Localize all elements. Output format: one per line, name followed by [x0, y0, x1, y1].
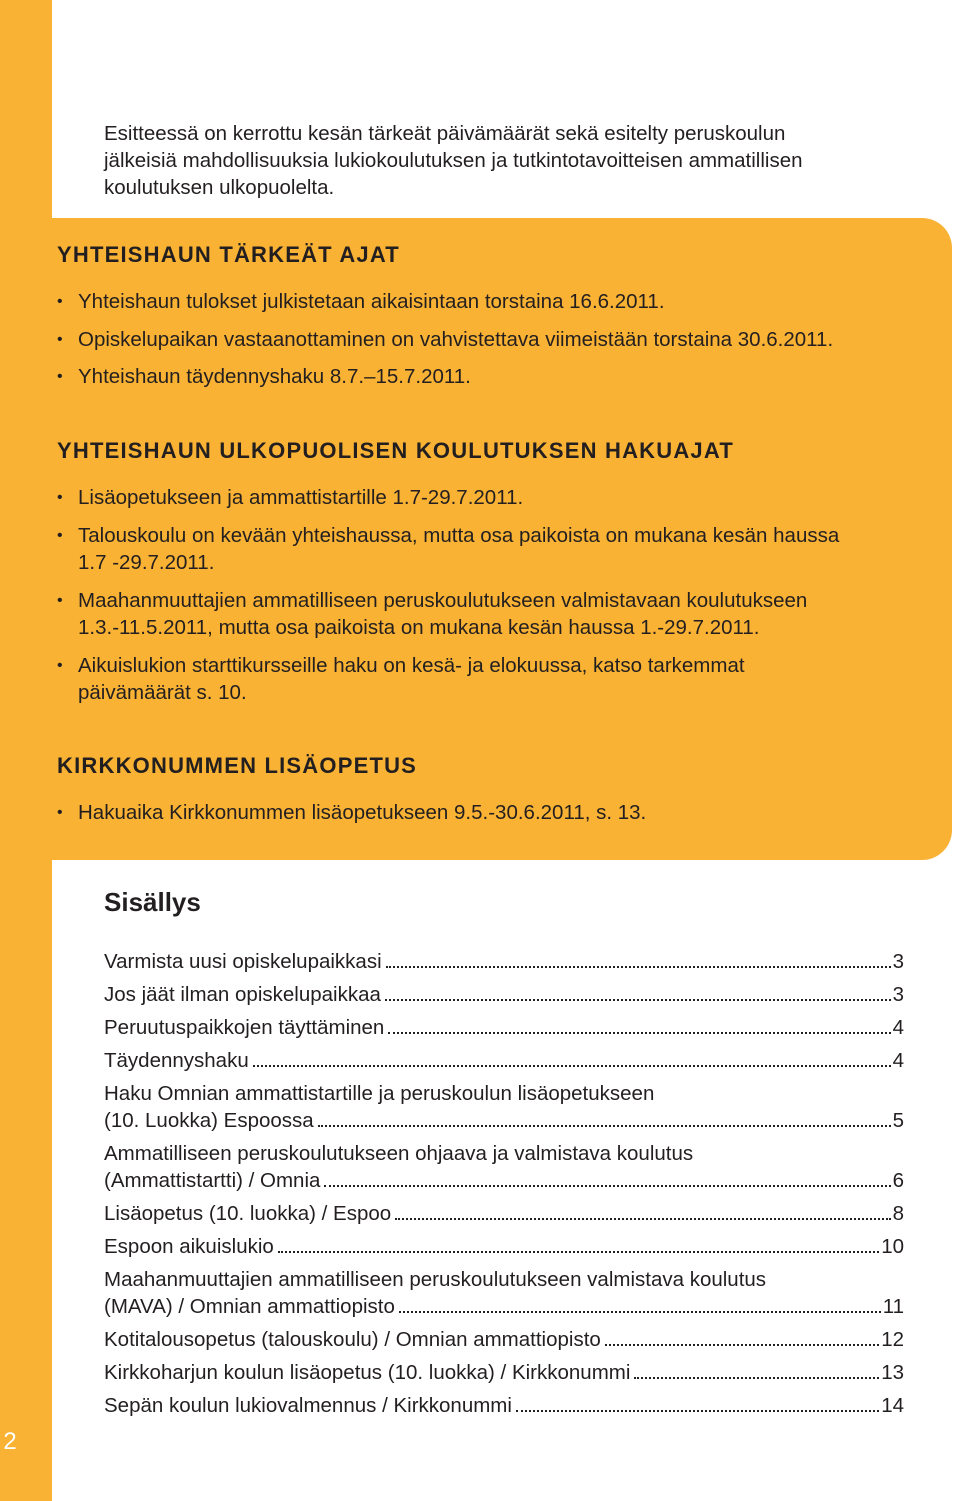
toc-entry-text: Espoon aikuislukio	[104, 1235, 274, 1258]
toc-entry-text: Ammatilliseen peruskoulutukseen ohjaava ja valmistava koulutus	[104, 1142, 694, 1165]
toc-page-number: 3	[892, 983, 904, 1006]
toc-entry-line	[104, 1167, 904, 1194]
toc-entry-line	[104, 1014, 904, 1041]
bullet-icon: •	[57, 489, 63, 506]
toc-page-number: 13	[881, 1361, 904, 1384]
toc-entry[interactable]	[104, 948, 904, 975]
toc-entry-text: (10. Luokka) Espoossa	[104, 1109, 314, 1132]
list-item-text: Yhteishaun täydennyshaku 8.7.–15.7.2011.	[78, 365, 471, 388]
section-title: KIRKKONUMMEN LISÄOPETUS	[57, 753, 418, 778]
toc-entry[interactable]	[104, 1266, 904, 1320]
toc-entry-text: Maahanmuuttajien ammatilliseen peruskoulutukseen valmistava koulutus	[104, 1268, 767, 1291]
bullet-icon: •	[57, 591, 63, 609]
toc-entry-text: Täydennyshaku	[104, 1049, 249, 1072]
toc-entry-line	[104, 1293, 904, 1320]
dot-leader	[385, 999, 891, 1001]
toc-entry[interactable]	[104, 1392, 904, 1419]
list-item-text: Lisäopetukseen ja ammattistartille 1.7-29.7.2011.	[78, 486, 524, 509]
bullet-list	[57, 288, 927, 391]
list-item-text: Yhteishaun tulokset julkistetaan aikaisintaan torstaina 16.6.2011.	[78, 290, 665, 313]
toc-entry-text: Varmista uusi opiskelupaikkasi	[104, 950, 382, 973]
list-item-text: Talouskoulu on kevään yhteishaussa, mutta osa paikoista on mukana kesän haussa	[78, 523, 840, 547]
toc-page-number: 14	[881, 1394, 904, 1417]
section-title: YHTEISHAUN TÄRKEÄT AJAT	[57, 242, 400, 267]
list-item	[57, 326, 927, 354]
toc-entry[interactable]	[104, 1014, 904, 1041]
toc-entry[interactable]	[104, 1200, 904, 1227]
toc-entry[interactable]	[104, 1326, 904, 1353]
bullet-list	[57, 799, 927, 827]
list-item-text: Opiskelupaikan vastaanottaminen on vahvistettava viimeistään torstaina 30.6.2011.	[78, 327, 834, 351]
list-item	[57, 288, 927, 316]
toc-entry-text: Lisäopetus (10. luokka) / Espoo	[104, 1202, 392, 1225]
toc-entry-line	[104, 1233, 904, 1260]
toc-entry-text: Kotitalousopetus (talouskoulu) / Omnian ammattiopisto	[104, 1328, 601, 1351]
toc-entry-line	[104, 1359, 904, 1386]
dot-leader	[605, 1344, 879, 1346]
toc-page-number: 10	[881, 1235, 904, 1258]
list-item	[57, 522, 927, 577]
toc-entry[interactable]	[104, 1080, 904, 1134]
toc-entry-text: Sepän koulun lukiovalmennus / Kirkkonummi	[104, 1394, 512, 1417]
table-of-contents	[104, 882, 904, 1425]
toc-list	[104, 948, 904, 1419]
toc-entry-line	[104, 981, 904, 1008]
toc-page-number: 8	[892, 1202, 904, 1225]
toc-title: Sisällys	[104, 887, 201, 917]
dot-leader	[253, 1065, 891, 1067]
list-item-text: Aikuislukion starttikursseille haku on kesä- ja elokuussa, katso tarkemmat	[78, 653, 745, 677]
dot-leader	[634, 1377, 879, 1379]
bullet-icon: •	[57, 368, 63, 385]
section-application-dates	[57, 240, 927, 401]
dot-leader	[278, 1251, 879, 1253]
intro-line: jälkeisiä mahdollisuuksia lukiokoulutuksen ja tutkintotavoitteisen ammatillisen	[104, 149, 803, 172]
toc-entry-text: Haku Omnian ammattistartille ja peruskoulun lisäopetukseen	[104, 1082, 655, 1105]
toc-entry-line	[104, 1107, 904, 1134]
toc-entry-line	[104, 948, 904, 975]
toc-page-number: 11	[882, 1295, 904, 1318]
toc-page-number: 3	[892, 950, 904, 973]
toc-entry-line	[104, 1200, 904, 1227]
bullet-icon: •	[57, 293, 63, 310]
toc-entry-text: Jos jäät ilman opiskelupaikkaa	[104, 983, 381, 1006]
list-item	[57, 363, 927, 391]
toc-entry-text: Peruutuspaikkojen täyttäminen	[104, 1016, 385, 1039]
list-item-text: 1.7 -29.7.2011.	[78, 551, 215, 574]
toc-entry[interactable]	[104, 981, 904, 1008]
bullet-icon: •	[57, 526, 63, 544]
dot-leader	[324, 1185, 890, 1187]
list-item	[57, 587, 927, 642]
dot-leader	[318, 1125, 891, 1127]
section-title: YHTEISHAUN ULKOPUOLISEN KOULUTUKSEN HAKUAJAT	[57, 438, 734, 463]
toc-entry-line	[104, 1047, 904, 1074]
dot-leader	[395, 1218, 890, 1220]
toc-entry-line	[104, 1326, 904, 1353]
toc-page-number: 4	[892, 1049, 904, 1072]
list-item-text: 1.3.-11.5.2011, mutta osa paikoista on mukana kesän haussa 1.-29.7.2011.	[78, 616, 760, 639]
toc-entry-text: (MAVA) / Omnian ammattiopisto	[104, 1295, 395, 1318]
bullet-list	[57, 484, 927, 707]
list-item	[57, 652, 927, 707]
list-item-text: Maahanmuuttajien ammatilliseen peruskoulutukseen valmistavaan koulutukseen	[78, 588, 808, 612]
toc-entry-line	[104, 1392, 904, 1419]
toc-page-number: 12	[881, 1328, 904, 1351]
page-number: 2	[3, 1428, 17, 1455]
list-item-text: Hakuaika Kirkkonummen lisäopetukseen 9.5.-30.6.2011, s. 13.	[78, 801, 647, 824]
toc-entry-text: Kirkkoharjun koulun lisäopetus (10. luokka) / Kirkkonummi	[104, 1361, 631, 1384]
bullet-icon: •	[57, 330, 63, 348]
toc-entry[interactable]	[104, 1359, 904, 1386]
dot-leader	[399, 1311, 881, 1313]
toc-entry[interactable]	[104, 1233, 904, 1260]
dot-leader	[386, 966, 891, 968]
section-kirkkonummi	[57, 751, 927, 837]
toc-entry[interactable]	[104, 1140, 904, 1194]
bullet-icon: •	[57, 656, 63, 674]
list-item	[57, 799, 927, 827]
bullet-icon: •	[57, 804, 63, 821]
toc-page-number: 6	[892, 1169, 904, 1192]
intro-line: koulutuksen ulkopuolelta.	[104, 176, 335, 199]
intro-paragraph	[104, 120, 904, 201]
toc-page-number: 5	[892, 1109, 904, 1132]
toc-entry-text: (Ammattistartti) / Omnia	[104, 1169, 321, 1192]
toc-entry[interactable]	[104, 1047, 904, 1074]
dot-leader	[516, 1410, 879, 1412]
list-item	[57, 484, 927, 512]
toc-page-number: 4	[892, 1016, 904, 1039]
intro-line: Esitteessä on kerrottu kesän tärkeät päivämäärät sekä esitelty peruskoulun	[104, 122, 786, 145]
list-item-text: päivämäärät s. 10.	[78, 681, 247, 704]
section-outside-application	[57, 436, 927, 717]
dot-leader	[388, 1032, 890, 1034]
